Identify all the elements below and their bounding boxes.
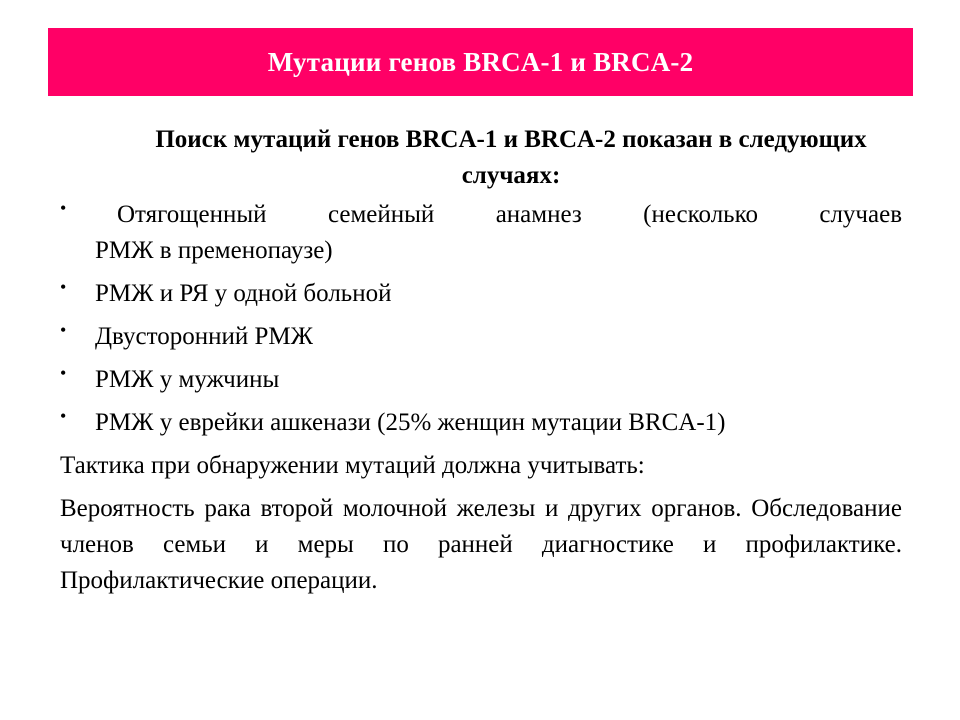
list-item-text: Двусторонний РМЖ <box>95 323 313 350</box>
tactics-heading: Тактика при обнаружении мутаций должна учитывать: <box>60 452 645 479</box>
bullet-dot-icon: • <box>60 363 67 383</box>
indication-list <box>60 197 902 441</box>
list-item <box>60 405 902 441</box>
bullet-dot-icon: • <box>60 320 67 340</box>
list-item-line-1: Отягощенный семейный анамнез (несколько случаев <box>117 201 902 228</box>
slide-content <box>60 122 902 606</box>
list-item <box>60 362 902 398</box>
bullet-dot-icon: • <box>60 198 67 218</box>
list-item-text: РМЖ и РЯ у одной больной <box>95 280 392 307</box>
list-item <box>60 197 902 269</box>
bullet-dot-icon: • <box>60 406 67 426</box>
list-item <box>60 319 902 355</box>
title-bar <box>48 28 913 96</box>
bullet-dot-icon: • <box>60 277 67 297</box>
slide-title: Мутации генов BRCA-1 и BRCA-2 <box>267 46 694 77</box>
tactics-body: Вероятность рака второй молочной железы и других органов. Обследование членов семьи и меры по ранней диагностике и профилактике. Профилактические операции. <box>60 495 902 594</box>
list-item-text: РМЖ у еврейки ашкенази (25% женщин мутации BRCA-1) <box>95 409 726 436</box>
list-item <box>60 276 902 312</box>
list-item-text: РМЖ у мужчины <box>95 366 280 393</box>
list-item-line-2: РМЖ в пременопаузе) <box>95 237 333 264</box>
intro-text: Поиск мутаций генов BRCA-1 и BRCA-2 показан в следующих случаях: <box>155 126 867 189</box>
